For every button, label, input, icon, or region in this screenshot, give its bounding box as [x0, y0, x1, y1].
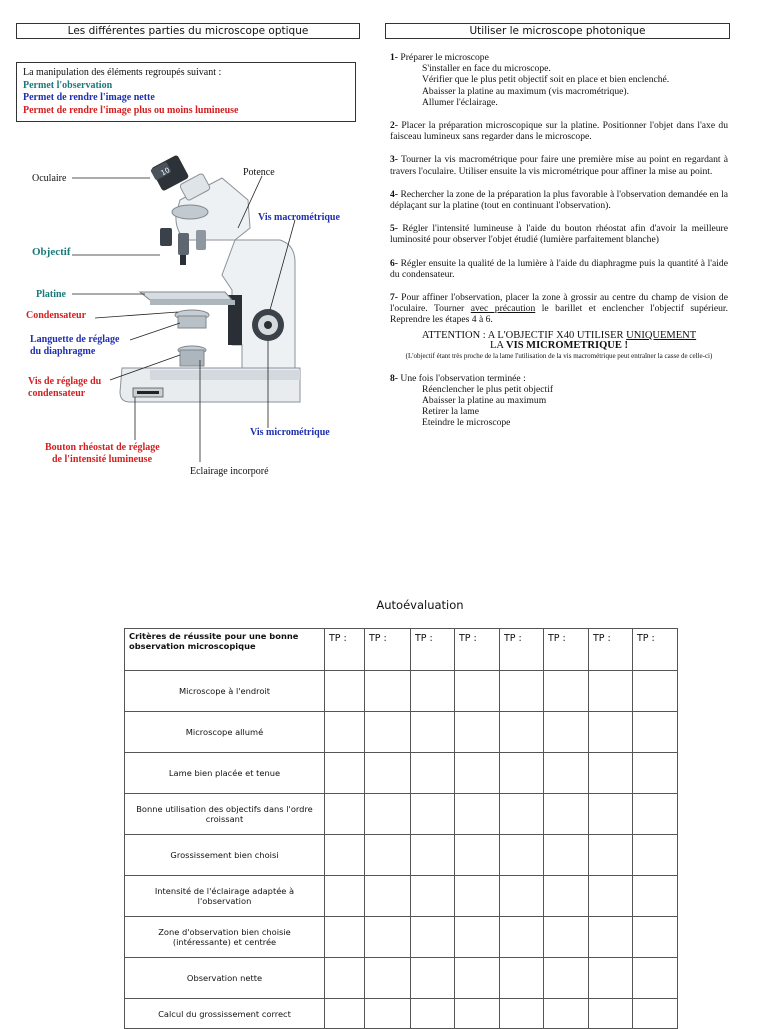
label-eclairage: Eclairage incorporé — [190, 466, 269, 477]
label-bouton-1: Bouton rhéostat de réglage — [45, 442, 160, 453]
label-languette-2: du diaphragme — [30, 346, 96, 357]
criterion-cell: Bonne utilisation des objectifs dans l'ordre croissant — [125, 794, 325, 835]
criterion-cell: Lame bien placée et tenue — [125, 753, 325, 794]
tp-cell[interactable] — [589, 712, 633, 753]
tp-cell[interactable] — [411, 917, 455, 958]
step-6 — [390, 258, 728, 280]
table-row — [125, 917, 678, 958]
tp-cell[interactable] — [544, 794, 589, 835]
step-8-d: Eteindre le microscope — [422, 417, 511, 429]
tp-cell[interactable] — [544, 835, 589, 876]
tp-cell[interactable] — [544, 753, 589, 794]
tp-cell[interactable] — [589, 753, 633, 794]
step-4 — [390, 189, 728, 211]
step-2 — [390, 120, 728, 142]
attention-text-b: LA — [490, 339, 504, 351]
step-7-text-a: Pour affiner l'observation, placer la zone à grossir au centre du champ de vision de l'oculaire. Tourner — [390, 292, 728, 315]
tp-cell[interactable] — [633, 671, 678, 712]
tp-header: TP : — [365, 629, 411, 671]
step-7 — [390, 292, 728, 326]
step-8-c: Retirer la lame — [422, 406, 480, 418]
legend-observation: Permet l'observation — [23, 79, 113, 91]
tp-cell[interactable] — [500, 671, 544, 712]
tp-cell[interactable] — [455, 671, 500, 712]
step-1-text: Préparer le microscope — [400, 52, 489, 63]
tp-cell[interactable] — [325, 917, 365, 958]
table-row — [125, 794, 678, 835]
criterion-cell: Calcul du grossissement correct — [125, 999, 325, 1029]
legend-lumineuse: Permet de rendre l'image plus ou moins lumineuse — [23, 104, 239, 116]
tp-cell[interactable] — [633, 876, 678, 917]
tp-header: TP : — [633, 629, 678, 671]
tp-cell[interactable] — [365, 712, 411, 753]
tp-cell[interactable] — [455, 835, 500, 876]
step-7-number: 7- — [390, 292, 398, 304]
tp-cell[interactable] — [455, 876, 500, 917]
tp-header: TP : — [500, 629, 544, 671]
label-vis-macro: Vis macrométrique — [258, 212, 340, 223]
label-objectif: Objectif — [32, 246, 71, 258]
table-header-row — [125, 629, 678, 671]
tp-header: TP : — [455, 629, 500, 671]
criterion-cell: Grossissement bien choisi — [125, 835, 325, 876]
tp-cell[interactable] — [589, 876, 633, 917]
tp-cell[interactable] — [365, 835, 411, 876]
eyepiece-icon — [150, 154, 210, 201]
tp-cell[interactable] — [411, 794, 455, 835]
step-8-b: Abaisser la platine au maximum — [422, 395, 547, 407]
tp-cell[interactable] — [455, 753, 500, 794]
tp-cell[interactable] — [544, 712, 589, 753]
step-1-b: Vérifier que le plus petit objectif soit en place et bien enclenché. — [422, 74, 670, 86]
tp-cell[interactable] — [500, 999, 544, 1029]
tp-cell[interactable] — [589, 835, 633, 876]
autoevaluation-table — [124, 628, 678, 1029]
criterion-cell: Intensité de l'éclairage adaptée à l'observation — [125, 876, 325, 917]
tp-cell[interactable] — [325, 835, 365, 876]
tp-cell[interactable] — [455, 958, 500, 999]
step-3-number: 3- — [390, 154, 398, 166]
tp-cell[interactable] — [365, 917, 411, 958]
tp-cell[interactable] — [411, 753, 455, 794]
step-2-number: 2- — [390, 120, 398, 132]
tp-header: TP : — [544, 629, 589, 671]
tp-cell[interactable] — [589, 671, 633, 712]
table-row — [125, 958, 678, 999]
step-7-text-b: le barillet et enclencher l'objectif supérieur. Reprendre les étapes 4 à 6. — [390, 303, 728, 326]
tp-cell[interactable] — [455, 712, 500, 753]
tp-cell[interactable] — [411, 835, 455, 876]
tp-cell[interactable] — [325, 712, 365, 753]
step-1 — [390, 52, 728, 108]
tp-cell[interactable] — [411, 876, 455, 917]
step-5-text: Régler l'intensité lumineuse à l'aide du bouton rhéostat afin d'avoir la meilleure luminosité pour observer l'objet étudié (lumière parfaitement blanche) — [390, 223, 728, 246]
label-condensateur: Condensateur — [26, 310, 87, 321]
tp-cell[interactable] — [544, 917, 589, 958]
tp-cell[interactable] — [365, 671, 411, 712]
attention-text-a: ATTENTION : A L'OBJECTIF X40 UTILISER — [421, 329, 624, 341]
label-vis-cond-1: Vis de réglage du — [28, 376, 102, 387]
step-5-number: 5- — [390, 223, 398, 235]
tp-cell[interactable] — [500, 876, 544, 917]
step-4-text: Rechercher la zone de la préparation la plus favorable à l'observation demandée en la déplaçant sur la platine (tout en continuant l'observation). — [390, 188, 728, 212]
tp-cell[interactable] — [411, 958, 455, 999]
autoevaluation-title: Autoévaluation — [376, 598, 464, 612]
left-section-title: Les différentes parties du microscope optique — [16, 23, 360, 39]
step-8-a: Réenclencher le plus petit objectif — [422, 383, 554, 395]
table-row — [125, 671, 678, 712]
attention-text-c: VIS MICROMETRIQUE ! — [506, 339, 628, 351]
tp-cell[interactable] — [411, 712, 455, 753]
tp-header: TP : — [411, 629, 455, 671]
tp-cell[interactable] — [633, 999, 678, 1029]
tp-cell[interactable] — [500, 958, 544, 999]
tp-cell[interactable] — [589, 999, 633, 1029]
table-row — [125, 876, 678, 917]
label-potence: Potence — [243, 167, 275, 178]
step-1-a: S'installer en face du microscope. — [422, 63, 551, 75]
step-6-number: 6- — [390, 257, 398, 269]
tp-cell[interactable] — [633, 917, 678, 958]
tp-cell[interactable] — [500, 794, 544, 835]
tp-cell[interactable] — [500, 835, 544, 876]
step-3 — [390, 154, 728, 176]
criterion-cell: Microscope allumé — [125, 712, 325, 753]
criterion-cell: Microscope à l'endroit — [125, 671, 325, 712]
step-4-number: 4- — [390, 188, 398, 200]
tp-cell[interactable] — [455, 794, 500, 835]
tp-cell[interactable] — [325, 999, 365, 1029]
tp-cell[interactable] — [365, 794, 411, 835]
table-row — [125, 712, 678, 753]
tp-cell[interactable] — [325, 671, 365, 712]
step-7-underline: avec précaution — [470, 303, 536, 315]
tp-cell[interactable] — [500, 753, 544, 794]
tp-cell[interactable] — [365, 876, 411, 917]
legend-box — [16, 62, 356, 122]
table-row — [125, 835, 678, 876]
tp-cell[interactable] — [633, 835, 678, 876]
step-8-text: Une fois l'observation terminée : — [400, 372, 526, 384]
tp-cell[interactable] — [325, 753, 365, 794]
tp-cell[interactable] — [500, 917, 544, 958]
tp-cell[interactable] — [544, 958, 589, 999]
criteria-header: Critères de réussite pour une bonne observation microscopique — [125, 629, 325, 671]
tp-cell[interactable] — [589, 917, 633, 958]
tp-cell[interactable] — [455, 917, 500, 958]
tp-cell[interactable] — [589, 958, 633, 999]
step-3-text: Tourner la vis macrométrique pour faire une première mise au point en regardant à travers l'oculaire. Utiliser ensuite la vis micrométrique pour affiner la mise au point. — [390, 154, 729, 177]
right-section-title: Utiliser le microscope photonique — [385, 23, 730, 39]
label-vis-micro: Vis micrométrique — [250, 427, 330, 438]
tp-cell[interactable] — [589, 794, 633, 835]
tp-cell[interactable] — [411, 999, 455, 1029]
steps-list — [390, 52, 728, 441]
table-row — [125, 753, 678, 794]
tp-header: TP : — [325, 629, 365, 671]
tp-cell[interactable] — [633, 753, 678, 794]
step-6-text: Régler ensuite la qualité de la lumière à l'aide du diaphragme puis la quantité à l'aide du condensateur. — [390, 257, 728, 280]
legend-nette: Permet de rendre l'image nette — [23, 92, 155, 103]
attention-note: (L'objectif étant très proche de la lame l'utilisation de la vis macrométrique peut entraîner la casse de celle-ci) — [405, 351, 713, 360]
legend-intro: La manipulation des éléments regroupés suivant : — [23, 67, 222, 78]
table-row — [125, 999, 678, 1029]
tp-cell[interactable] — [544, 876, 589, 917]
tp-cell[interactable] — [500, 712, 544, 753]
eyepiece-mark: 10 — [159, 166, 172, 178]
label-oculaire: Oculaire — [32, 173, 67, 184]
tp-cell[interactable] — [325, 876, 365, 917]
tp-cell[interactable] — [325, 958, 365, 999]
tp-cell[interactable] — [325, 794, 365, 835]
label-languette-1: Languette de réglage — [30, 334, 120, 345]
tp-header: TP : — [589, 629, 633, 671]
tp-cell[interactable] — [365, 753, 411, 794]
label-bouton-2: de l'intensité lumineuse — [52, 454, 153, 465]
tp-cell[interactable] — [544, 999, 589, 1029]
tp-cell[interactable] — [544, 671, 589, 712]
attention-underline: UNIQUEMENT — [626, 329, 697, 341]
step-5 — [390, 223, 728, 245]
step-1-c: Abaisser la platine au maximum (vis macrométrique). — [422, 85, 630, 97]
label-vis-cond-2: condensateur — [28, 388, 86, 399]
step-8-number: 8- — [390, 372, 398, 384]
tp-cell[interactable] — [455, 999, 500, 1029]
tp-cell[interactable] — [633, 712, 678, 753]
label-platine: Platine — [36, 289, 66, 300]
tp-cell[interactable] — [411, 671, 455, 712]
step-1-number: 1- — [390, 52, 398, 63]
criterion-cell: Observation nette — [125, 958, 325, 999]
tp-cell[interactable] — [365, 958, 411, 999]
step-2-text: Placer la préparation microscopique sur la platine. Positionner l'objet dans l'axe du faisceau lumineux sans regarder dans le microscope. — [390, 120, 729, 143]
tp-cell[interactable] — [633, 794, 678, 835]
step-8 — [390, 373, 728, 429]
criterion-cell: Zone d'observation bien choisie (intéressante) et centrée — [125, 917, 325, 958]
step-1-d: Allumer l'éclairage. — [422, 96, 498, 108]
tp-cell[interactable] — [633, 958, 678, 999]
tp-cell[interactable] — [365, 999, 411, 1029]
